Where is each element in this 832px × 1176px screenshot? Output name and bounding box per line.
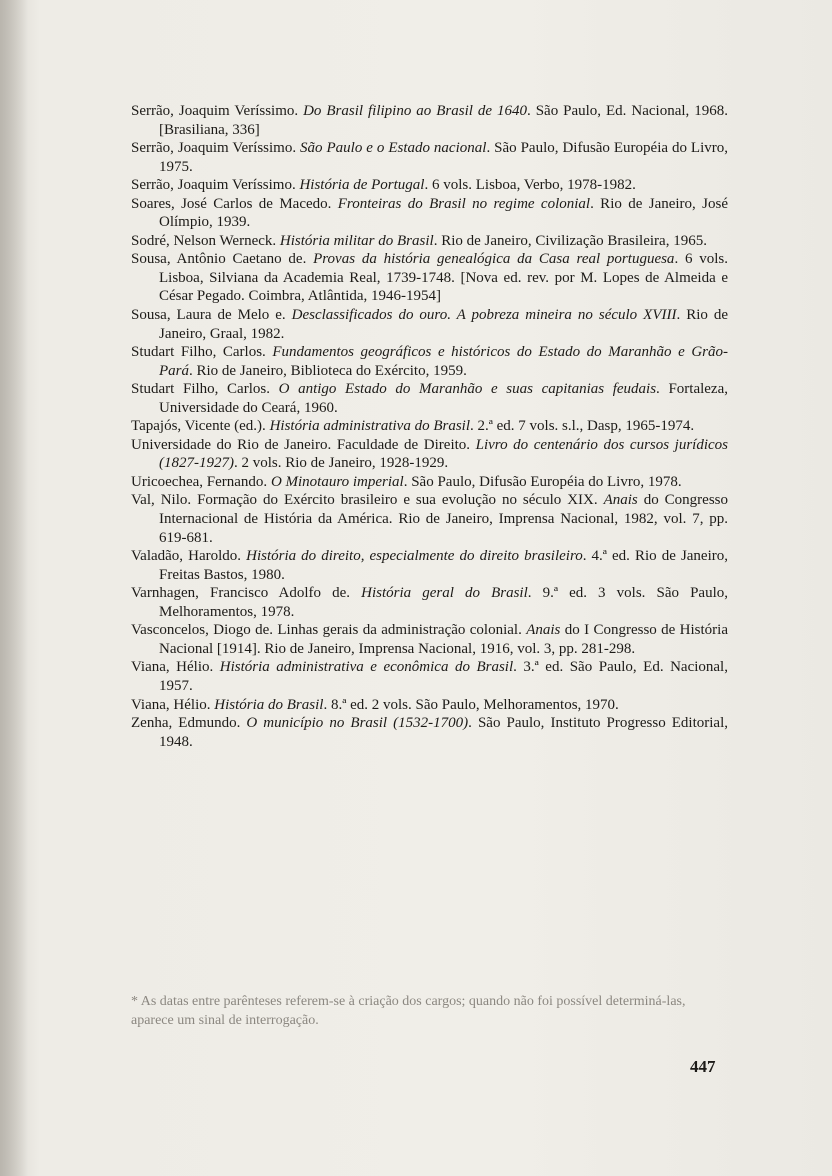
entry-title: O antigo Estado do Maranhão e suas capitanias feudais: [278, 381, 657, 398]
bibliography-entry: [131, 491, 728, 547]
entry-title: Fronteiras do Brasil no regime colonial: [337, 195, 591, 212]
entry-details: . Fortaleza, Universidade do Ceará, 1960.: [159, 381, 728, 416]
page-number: 447: [690, 1057, 716, 1076]
entry-details: . 2.ª ed. 7 vols. s.l., Dasp, 1965-1974.: [470, 418, 695, 435]
entry-author: Studart Filho, Carlos.: [131, 344, 273, 361]
entry-details: do I Congresso de História Nacional [1914]. Rio de Janeiro, Imprensa Nacional, 1916, vol. 3, pp. 281-298.: [159, 622, 728, 657]
entry-title: História administrativa do Brasil: [269, 418, 470, 435]
binding-shadow: [0, 0, 28, 1176]
entry-author: Soares, José Carlos de Macedo.: [131, 195, 338, 212]
entry-title: São Paulo e o Estado nacional: [300, 140, 487, 157]
bibliography-entry: [131, 306, 728, 343]
entry-author: Sousa, Laura de Melo e.: [131, 307, 292, 324]
bibliography-entry: [131, 195, 728, 232]
bibliography-entry: [131, 473, 728, 492]
entry-title: História militar do Brasil: [279, 232, 434, 249]
bibliography-entry: [131, 584, 728, 621]
bibliography-entry: [131, 436, 728, 473]
entry-author: Vasconcelos, Diogo de. Linhas gerais da administração colonial.: [131, 622, 527, 639]
entry-title: Provas da história genealógica da Casa real portuguesa: [313, 251, 675, 268]
entry-details: . Rio de Janeiro, Biblioteca do Exército, 1959.: [189, 362, 467, 379]
entry-title: História geral do Brasil: [361, 585, 528, 602]
entry-details: . 6 vols. Lisboa, Verbo, 1978-1982.: [424, 177, 636, 194]
entry-details: . Rio de Janeiro, José Olímpio, 1939.: [159, 195, 728, 231]
entry-details: . 4.ª ed. Rio de Janeiro, Freitas Bastos, 1980.: [159, 548, 729, 583]
bibliography-entry: [131, 658, 728, 695]
footnote-bleedthrough: * As datas entre parênteses referem-se à criação dos cargos; quando não foi possível determiná-las, aparece um sinal de interrogação.: [131, 994, 686, 1028]
entry-details: . 2 vols. Rio de Janeiro, 1928-1929.: [234, 455, 449, 472]
bibliography-entry: [131, 343, 728, 380]
entry-details: . São Paulo, Instituto Progresso Editorial, 1948.: [159, 715, 728, 750]
bibliography-entry: [131, 380, 728, 417]
entry-title: História administrativa e econômica do Brasil: [219, 659, 514, 676]
entry-author: Sousa, Antônio Caetano de.: [131, 251, 314, 268]
entry-author: Valadão, Haroldo.: [131, 548, 247, 565]
bibliography-entry: [131, 232, 728, 251]
bibliography-entry: [131, 176, 728, 195]
entry-author: Serrão, Joaquim Veríssimo.: [131, 140, 301, 157]
entry-author: Sodré, Nelson Werneck.: [131, 232, 280, 249]
entry-details: . Rio de Janeiro, Graal, 1982.: [159, 307, 728, 342]
entry-title: Anais: [603, 492, 638, 509]
entry-author: Varnhagen, Francisco Adolfo de.: [131, 585, 362, 602]
bibliography-entry: [131, 621, 728, 658]
entry-author: Tapajós, Vicente (ed.).: [131, 418, 270, 435]
entry-title: Fundamentos geográficos e históricos do Estado do Maranhão e Grão-Pará: [159, 344, 728, 379]
entry-title: O município no Brasil (1532-1700): [246, 715, 469, 732]
bibliography-entry: [131, 714, 728, 751]
entry-details: . Rio de Janeiro, Civilização Brasileira, 1965.: [433, 232, 707, 249]
entry-author: Studart Filho, Carlos.: [131, 381, 279, 398]
bibliography-entry: [131, 139, 728, 176]
entry-details: do Congresso Internacional de História da América. Rio de Janeiro, Imprensa Nacional, 1982, vol. 7, pp. 619-681.: [159, 492, 728, 546]
entry-title: Anais: [526, 622, 561, 639]
bibliography-entry: [131, 696, 728, 715]
entry-title: Desclassificados do ouro. A pobreza mineira no século XVIII: [291, 307, 677, 324]
bibliography-entry: [131, 102, 728, 139]
entry-title: História do Brasil: [214, 696, 324, 713]
entry-author: Val, Nilo. Formação do Exército brasileiro e sua evolução no século XIX.: [131, 492, 604, 509]
bibliography-list: [131, 102, 728, 751]
entry-title: Livro do centenário dos cursos jurídicos (1827-1927): [159, 436, 729, 472]
entry-author: Uricoechea, Fernando.: [131, 473, 271, 490]
entry-details: . São Paulo, Difusão Européia do Livro, 1975.: [159, 140, 728, 175]
entry-details: . São Paulo, Ed. Nacional, 1968. [Brasiliana, 336]: [159, 103, 728, 138]
entry-title: História do direito, especialmente do direito brasileiro: [246, 548, 583, 565]
entry-details: . São Paulo, Difusão Européia do Livro, 1978.: [403, 473, 682, 490]
entry-title: História de Portugal: [299, 177, 425, 194]
entry-author: Universidade do Rio de Janeiro. Faculdade de Direito.: [131, 436, 476, 453]
entry-details: . 6 vols. Lisboa, Silviana da Academia Real, 1739-1748. [Nova ed. rev. por M. Lopes de Almeida e César Pegado. Coimbra, Atlântida, 1946-1954]: [159, 251, 729, 305]
entry-title: O Minotauro imperial: [270, 473, 404, 490]
bibliography-entry: [131, 417, 728, 436]
entry-details: . 9.ª ed. 3 vols. São Paulo, Melhoramentos, 1978.: [159, 585, 728, 620]
entry-author: Viana, Hélio.: [131, 696, 215, 713]
entry-author: Zenha, Edmundo.: [131, 715, 247, 732]
entry-title: Do Brasil filipino ao Brasil de 1640: [303, 103, 527, 119]
entry-author: Viana, Hélio.: [131, 659, 220, 676]
entry-details: . 8.ª ed. 2 vols. São Paulo, Melhoramentos, 1970.: [323, 696, 619, 713]
entry-details: . 3.ª ed. São Paulo, Ed. Nacional, 1957.: [159, 659, 728, 694]
bibliography-entry: [131, 547, 728, 584]
bibliography-entry: [131, 250, 728, 306]
entry-author: Serrão, Joaquim Veríssimo.: [131, 177, 300, 194]
entry-author: Serrão, Joaquim Veríssimo.: [131, 103, 304, 119]
